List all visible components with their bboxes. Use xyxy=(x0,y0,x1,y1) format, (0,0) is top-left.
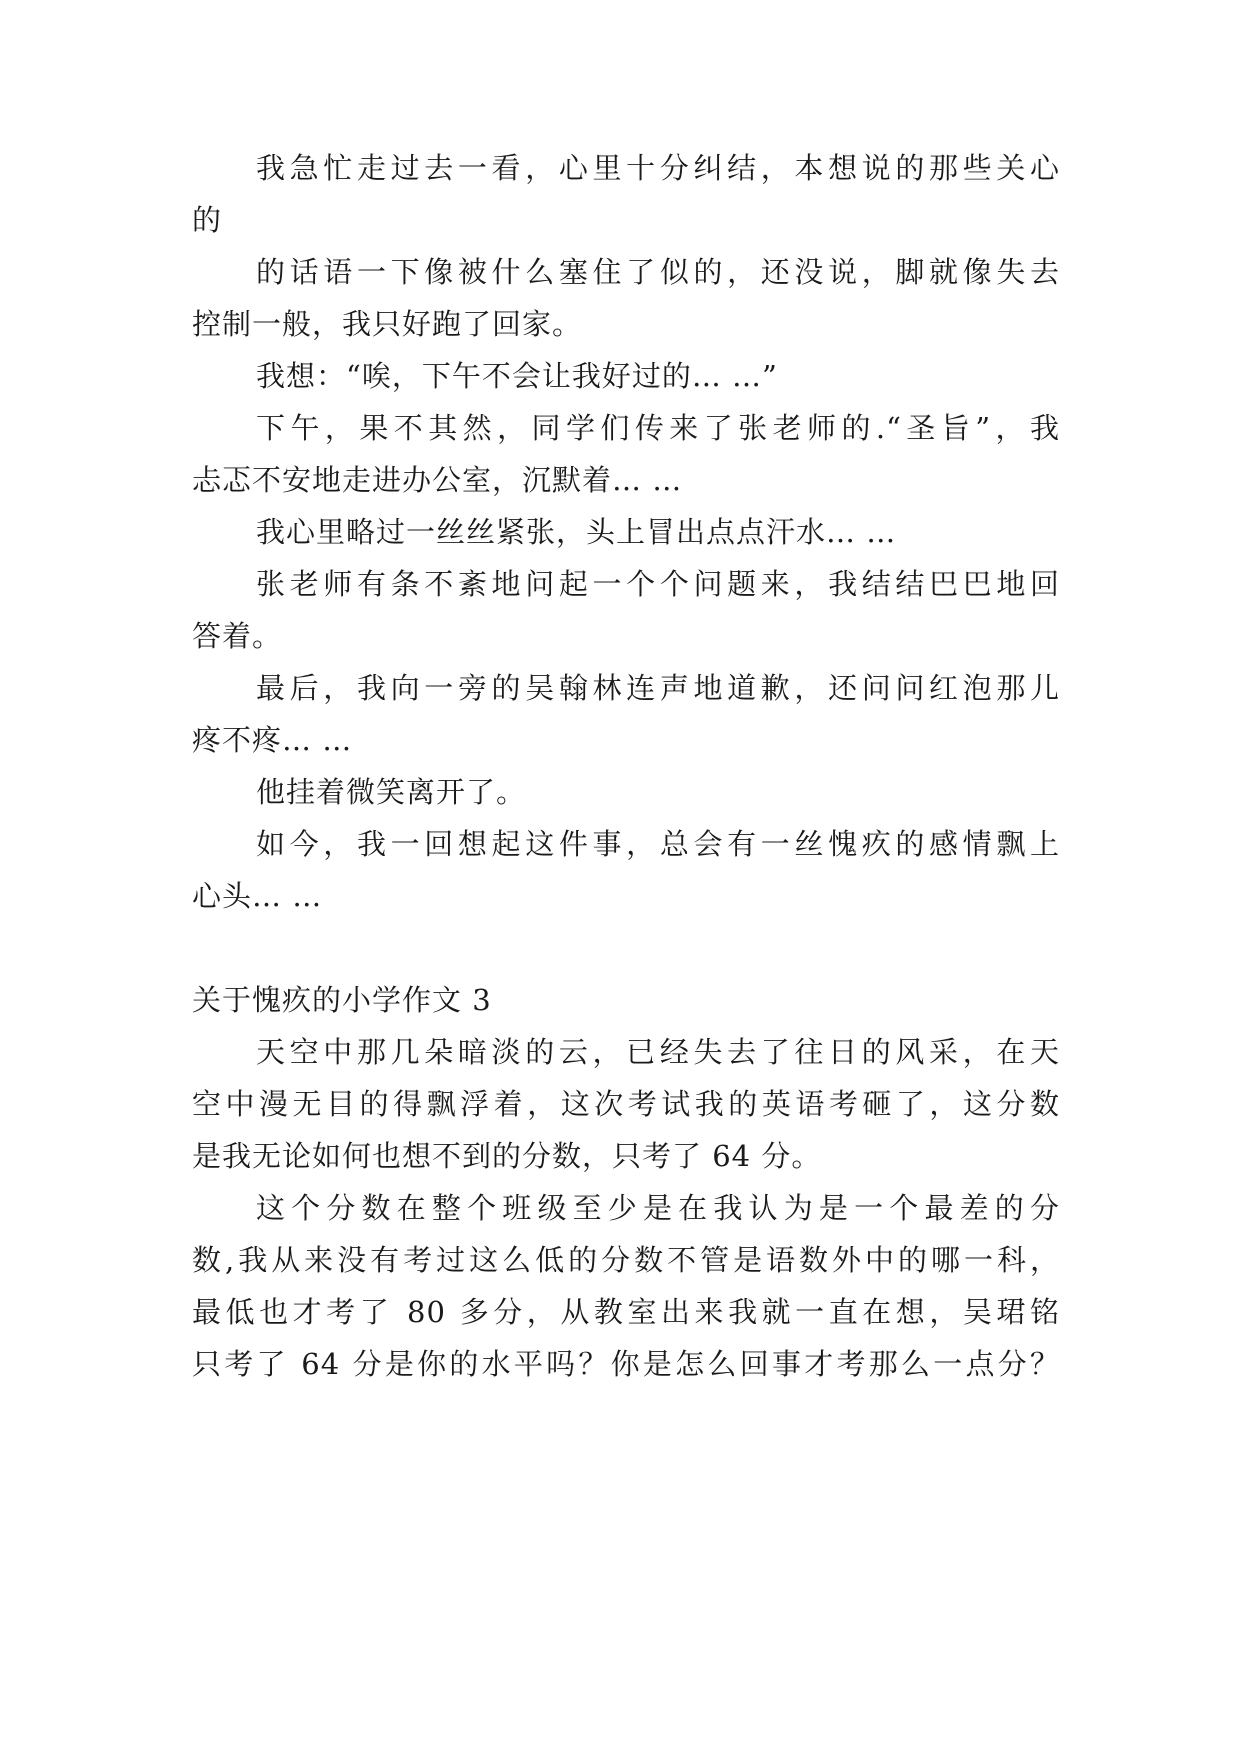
paragraph-line: 这个分数在整个班级至少是在我认为是一个最差的分 xyxy=(256,1191,1060,1225)
section-heading: 关于愧疚的小学作文 3 xyxy=(192,983,492,1017)
paragraph-line: 只考了 64 分是你的水平吗？你是怎么回事才考那么一点分？ xyxy=(192,1347,1060,1381)
paragraph-line: 忐忑不安地走进办公室，沉默着… … xyxy=(192,463,683,497)
paragraph-line: 数,我从来没有考过这么低的分数不管是语数外中的哪一科， xyxy=(192,1243,1060,1277)
paragraph-line: 我心里略过一丝丝紧张，头上冒出点点汗水… … xyxy=(256,515,897,549)
paragraph-line: 他挂着微笑离开了。 xyxy=(256,775,527,809)
paragraph-line: 心头… … xyxy=(192,879,323,913)
paragraph-line: 张老师有条不紊地问起一个个问题来，我结结巴巴地回 xyxy=(256,567,1060,601)
paragraph-line: 是我无论如何也想不到的分数，只考了 64 分。 xyxy=(192,1139,822,1173)
paragraph-line: 空中漫无目的得飘浮着，这次考试我的英语考砸了，这分数 xyxy=(192,1087,1060,1121)
paragraph-line: 最后，我向一旁的吴翰林连声地道歉，还问问红泡那儿 xyxy=(256,671,1060,705)
paragraph-line: 的 xyxy=(192,203,223,237)
paragraph-line: 天空中那几朵暗淡的云，已经失去了往日的风采，在天 xyxy=(256,1035,1060,1069)
paragraph-line: 的话语一下像被什么塞住了似的，还没说，脚就像失去 xyxy=(256,255,1060,289)
paragraph-line: 下午，果不其然，同学们传来了张老师的.“圣旨”，我 xyxy=(256,411,1060,445)
paragraph-line: 疼不疼… … xyxy=(192,723,353,757)
paragraph-line: 答着。 xyxy=(192,619,283,653)
paragraph-line: 控制一般，我只好跑了回家。 xyxy=(192,307,583,341)
paragraph-line: 如今，我一回想起这件事，总会有一丝愧疚的感情飘上 xyxy=(256,827,1060,861)
paragraph-line: 我想：“唉，下午不会让我好过的… …” xyxy=(256,359,778,393)
paragraph-line: 最低也才考了 80 多分，从教室出来我就一直在想，吴珺铭 xyxy=(192,1295,1060,1329)
paragraph-line: 我急忙走过去一看，心里十分纠结，本想说的那些关心 xyxy=(256,151,1060,185)
